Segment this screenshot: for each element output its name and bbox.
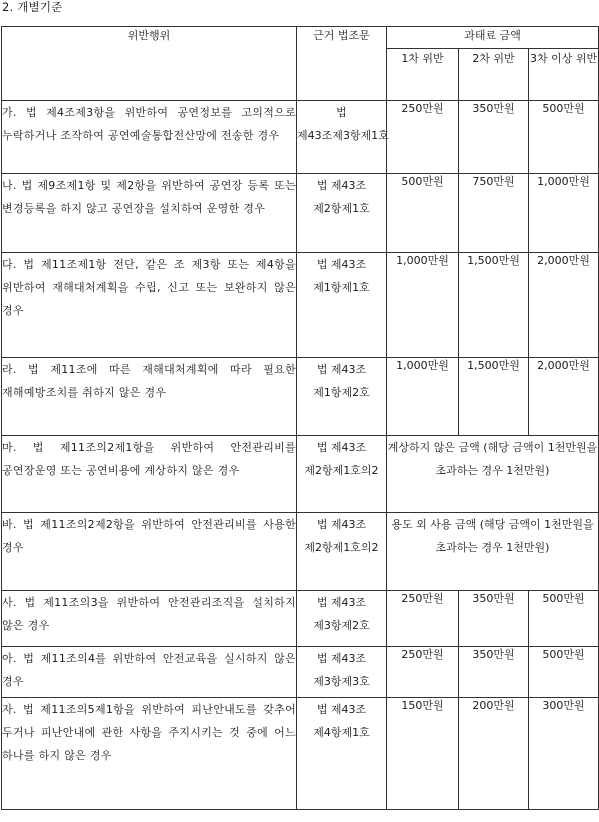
- table-row: [2, 591, 599, 647]
- table-row: [2, 253, 599, 358]
- legal-basis-cell: 법 제43조 제2항제1호의2: [297, 436, 387, 513]
- table-row: [2, 101, 599, 174]
- violation-cell: 자. 법 제11조의5제1항을 위반하여 피난안내도를 갖추어 두거나 피난안내에 관한 사항을 주지시키는 것 중에 어느 하나를 하지 않은 경우: [2, 698, 297, 810]
- legal-basis-cell: 법 제43조 제4항제1호: [297, 698, 387, 810]
- third-fine-cell: 2,000만원: [529, 253, 599, 358]
- first-fine-cell: 250만원: [387, 591, 459, 647]
- violation-cell: 마. 법 제11조의2제1항을 위반하여 안전관리비를 공연장운영 또는 공연비용에 계상하지 않은 경우: [2, 436, 297, 513]
- fine-amount-note: 용도 외 사용 금액 (해당 금액이 1천만원을 초과하는 경우 1천만원): [387, 513, 599, 591]
- table-row: [2, 647, 599, 698]
- table-row: [2, 698, 599, 810]
- first-fine-cell: 250만원: [387, 647, 459, 698]
- first-fine-cell: 150만원: [387, 698, 459, 810]
- table-row: [2, 174, 599, 253]
- first-fine-cell: 1,000만원: [387, 253, 459, 358]
- third-fine-cell: 500만원: [529, 647, 599, 698]
- header-fine-amount: 과태료 금액: [387, 27, 599, 49]
- legal-basis-cell: 법 제43조 제3항제3호: [297, 647, 387, 698]
- legal-basis-cell: 법 제43조 제1항제2호: [297, 358, 387, 436]
- second-fine-cell: 350만원: [459, 591, 529, 647]
- violation-cell: 사. 법 제11조의3을 위반하여 안전관리조직을 설치하지 않은 경우: [2, 591, 297, 647]
- first-fine-cell: 500만원: [387, 174, 459, 253]
- second-fine-cell: 350만원: [459, 101, 529, 174]
- second-fine-cell: 1,500만원: [459, 253, 529, 358]
- header-legal-basis: 근거 법조문: [297, 27, 387, 101]
- third-fine-cell: 300만원: [529, 698, 599, 810]
- second-fine-cell: 1,500만원: [459, 358, 529, 436]
- penalty-table: [1, 26, 599, 810]
- first-fine-cell: 250만원: [387, 101, 459, 174]
- second-fine-cell: 750만원: [459, 174, 529, 253]
- section-heading: 2. 개별기준: [2, 0, 63, 14]
- legal-basis-cell: 법 제43조 제2항제1호: [297, 174, 387, 253]
- header-third-violation: 3차 이상 위반: [529, 49, 599, 101]
- second-fine-cell: 200만원: [459, 698, 529, 810]
- violation-cell: 가. 법 제4조제3항을 위반하여 공연정보를 고의적으로 누락하거나 조작하여 공연예술통합전산망에 전송한 경우: [2, 101, 297, 174]
- table-row: [2, 513, 599, 591]
- third-fine-cell: 500만원: [529, 591, 599, 647]
- legal-basis-cell: 법 제43조제3항제1호: [297, 101, 387, 174]
- legal-basis-cell: 법 제43조 제3항제2호: [297, 591, 387, 647]
- fine-amount-note: 계상하지 않은 금액 (해당 금액이 1천만원을 초과하는 경우 1천만원): [387, 436, 599, 513]
- header-violation: 위반행위: [2, 27, 297, 101]
- header-first-violation: 1차 위반: [387, 49, 459, 101]
- table-row: [2, 358, 599, 436]
- third-fine-cell: 1,000만원: [529, 174, 599, 253]
- violation-cell: 라. 법 제11조에 따른 재해대처계획에 따라 필요한 재해예방조치를 취하지 않은 경우: [2, 358, 297, 436]
- third-fine-cell: 2,000만원: [529, 358, 599, 436]
- legal-basis-cell: 법 제43조 제1항제1호: [297, 253, 387, 358]
- table-row: [2, 436, 599, 513]
- third-fine-cell: 500만원: [529, 101, 599, 174]
- legal-basis-cell: 법 제43조 제2항제1호의2: [297, 513, 387, 591]
- violation-cell: 바. 법 제11조의2제2항을 위반하여 안전관리비를 사용한 경우: [2, 513, 297, 591]
- violation-cell: 아. 법 제11조의4를 위반하여 안전교육을 실시하지 않은 경우: [2, 647, 297, 698]
- first-fine-cell: 1,000만원: [387, 358, 459, 436]
- violation-cell: 다. 법 제11조제1항 전단, 같은 조 제3항 또는 제4항을 위반하여 재해대처계획을 수립, 신고 또는 보완하지 않은 경우: [2, 253, 297, 358]
- violation-cell: 나. 법 제9조제1항 및 제2항을 위반하여 공연장 등록 또는 변경등록을 하지 않고 공연장을 설치하여 운영한 경우: [2, 174, 297, 253]
- header-second-violation: 2차 위반: [459, 49, 529, 101]
- second-fine-cell: 350만원: [459, 647, 529, 698]
